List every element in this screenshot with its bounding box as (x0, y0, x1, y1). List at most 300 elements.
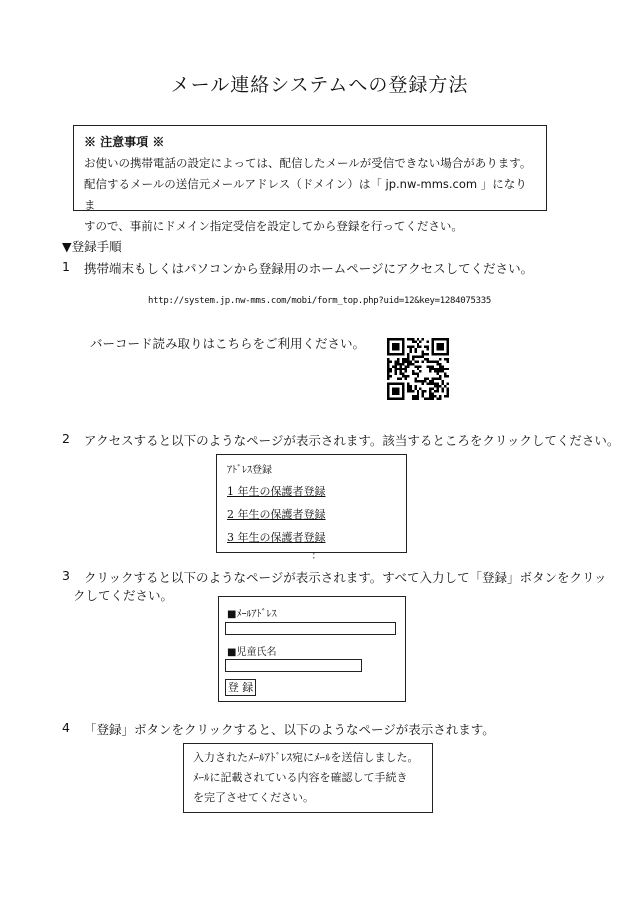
qr-module (427, 345, 429, 347)
address-registration-caption: ｱﾄﾞﾚｽ登録 (227, 465, 272, 476)
child-name-label: ■児童氏名 (227, 647, 277, 658)
qr-module (442, 388, 444, 390)
qr-module (422, 395, 424, 397)
qr-module (424, 353, 426, 355)
qr-module (414, 348, 416, 350)
qr-module (402, 343, 404, 345)
email-label: ■ﾒｰﾙｱﾄﾞﾚｽ (227, 609, 277, 620)
qr-module (417, 343, 419, 345)
qr-module (424, 358, 426, 360)
qr-module (392, 383, 394, 385)
notice-heading: ※ 注意事項 ※ (84, 135, 165, 149)
notice-box (73, 125, 547, 233)
qr-module (392, 398, 394, 400)
qr-module (399, 383, 401, 385)
qr-module (429, 395, 431, 397)
qr-module (414, 365, 416, 367)
qr-module (417, 395, 419, 397)
qr-module (387, 375, 389, 377)
qr-module (409, 360, 411, 362)
qr-module (427, 365, 429, 367)
qr-module (394, 398, 396, 400)
qr-module (404, 360, 406, 362)
qr-module (434, 378, 436, 380)
qr-module (409, 385, 411, 387)
qr-module (402, 340, 404, 342)
qr-module (392, 390, 394, 392)
qr-module (402, 363, 404, 365)
confirmation-line-3: を完了させてください。 (193, 791, 314, 804)
registration-url[interactable]: http://system.jp.nw-mms.com/mobi/form_top.php?uid=12&key=1284075335 (148, 296, 491, 306)
qr-module (407, 385, 409, 387)
qr-module (444, 358, 446, 360)
qr-module (417, 360, 419, 362)
qr-module (447, 383, 449, 385)
qr-module (422, 338, 424, 340)
qr-module (417, 398, 419, 400)
qr-module (442, 348, 444, 350)
qr-module (417, 355, 419, 357)
qr-module (432, 388, 434, 390)
qr-module (432, 345, 434, 347)
qr-module (439, 365, 441, 367)
registration-form-mock-page (218, 596, 406, 702)
qr-module (399, 368, 401, 370)
grade-1-registration-link[interactable]: 1 年生の保護者登録 (227, 485, 326, 498)
qr-module (427, 340, 429, 342)
qr-module (399, 363, 401, 365)
qr-module (407, 375, 409, 377)
qr-module (402, 383, 404, 385)
qr-module (447, 388, 449, 390)
qr-module (439, 345, 441, 347)
register-button[interactable]: 登 録 (225, 679, 256, 696)
qr-module (424, 345, 426, 347)
qr-module (434, 370, 436, 372)
qr-module (442, 345, 444, 347)
qr-module (439, 370, 441, 372)
qr-module (402, 373, 404, 375)
qr-module (442, 380, 444, 382)
grade-2-registration-link[interactable]: 2 年生の保護者登録 (227, 508, 326, 521)
qr-module (412, 345, 414, 347)
qr-module (422, 383, 424, 385)
qr-module (419, 380, 421, 382)
qr-module (447, 390, 449, 392)
qr-module (417, 390, 419, 392)
qr-module (404, 370, 406, 372)
qr-module (412, 395, 414, 397)
qr-module (402, 388, 404, 390)
qr-module (412, 373, 414, 375)
qr-module (397, 363, 399, 365)
qr-module (387, 395, 389, 397)
qr-module (394, 393, 396, 395)
qr-module (407, 353, 409, 355)
qr-module (397, 383, 399, 385)
qr-module (402, 360, 404, 362)
step-3-text-line-1: クリックすると以下のようなページが表示されます。すべて入力して「登録」ボタンをクリッ (84, 570, 607, 585)
notice-line-2-pre: 配信するメールの送信元メールアドレス（ドメイン）は「 (84, 177, 382, 191)
qr-module (409, 345, 411, 347)
qr-module (414, 388, 416, 390)
qr-module (439, 375, 441, 377)
qr-module (442, 368, 444, 370)
qr-module (394, 345, 396, 347)
qr-module (402, 358, 404, 360)
qr-code-image[interactable] (387, 338, 449, 400)
qr-module (394, 388, 396, 390)
page-title: メール連絡システムへの登録方法 (170, 74, 469, 96)
qr-module (387, 383, 389, 385)
qr-module (397, 360, 399, 362)
grade-3-registration-link[interactable]: 3 年生の保護者登録 (227, 531, 326, 544)
step-4-text: 「登録」ボタンをクリックすると、以下のようなページが表示されます。 (84, 722, 495, 737)
qr-module (429, 398, 431, 400)
notice-line-3: すので、事前にドメイン指定受信を設定してから登録を行ってください。 (84, 219, 463, 233)
qr-module (394, 348, 396, 350)
qr-module (412, 390, 414, 392)
qr-module (439, 348, 441, 350)
qr-module (442, 338, 444, 340)
qr-module (434, 338, 436, 340)
qr-module (412, 363, 414, 365)
qr-module (394, 353, 396, 355)
qr-module (407, 345, 409, 347)
qr-module (447, 375, 449, 377)
qr-module (437, 390, 439, 392)
qr-module (397, 390, 399, 392)
qr-module (439, 358, 441, 360)
qr-module (394, 383, 396, 385)
step-2-text: アクセスすると以下のようなページが表示されます。該当するところをクリックしてください。 (84, 433, 620, 448)
qr-module (394, 368, 396, 370)
qr-module (442, 390, 444, 392)
qr-module (399, 398, 401, 400)
qr-module (422, 393, 424, 395)
qr-module (422, 380, 424, 382)
notice-line-1: お使いの携帯電話の設定によっては、配信したメールが受信できない場合があります。 (84, 156, 532, 170)
qr-module (387, 340, 389, 342)
qr-module (437, 338, 439, 340)
qr-module (409, 350, 411, 352)
qr-module (402, 398, 404, 400)
qr-module (447, 343, 449, 345)
qr-module (439, 368, 441, 370)
qr-module (394, 370, 396, 372)
address-registration-mock-page (216, 454, 407, 562)
qr-module (387, 398, 389, 400)
qr-module (437, 368, 439, 370)
qr-module (407, 365, 409, 367)
qr-module (439, 343, 441, 345)
qr-module (434, 395, 436, 397)
qr-module (409, 388, 411, 390)
qr-module (447, 348, 449, 350)
qr-module (429, 360, 431, 362)
qr-module (394, 363, 396, 365)
qr-module (434, 353, 436, 355)
qr-module (447, 368, 449, 370)
qr-module (387, 388, 389, 390)
qr-module (399, 365, 401, 367)
qr-module (387, 350, 389, 352)
qr-module (414, 378, 416, 380)
qr-module (429, 393, 431, 395)
qr-module (422, 353, 424, 355)
qr-module (439, 398, 441, 400)
qr-module (427, 378, 429, 380)
qr-module (402, 390, 404, 392)
qr-module (404, 368, 406, 370)
qr-module (424, 390, 426, 392)
qr-module (437, 345, 439, 347)
qr-module (392, 338, 394, 340)
qr-module (429, 388, 431, 390)
qr-module (429, 370, 431, 372)
qr-module (417, 365, 419, 367)
qr-module (437, 388, 439, 390)
qr-module (432, 360, 434, 362)
qr-caption: バーコード読み取りはこちらをご利用ください。 (90, 336, 366, 351)
qr-module (387, 378, 389, 380)
qr-module (387, 345, 389, 347)
qr-module (432, 380, 434, 382)
qr-module (399, 378, 401, 380)
qr-module (429, 368, 431, 370)
qr-module (392, 393, 394, 395)
qr-module (434, 368, 436, 370)
confirmation-line-2: ﾒｰﾙに記載されている内容を確認して手続き (193, 771, 408, 784)
qr-module (439, 338, 441, 340)
qr-module (399, 373, 401, 375)
qr-module (407, 355, 409, 357)
qr-module (432, 398, 434, 400)
qr-module (387, 368, 389, 370)
qr-module (444, 368, 446, 370)
qr-module (437, 343, 439, 345)
qr-module (432, 353, 434, 355)
qr-module (387, 363, 389, 365)
qr-module (437, 363, 439, 365)
step-1-text: 携帯端末もしくはパソコンから登録用のホームページにアクセスしてください。 (84, 261, 534, 276)
qr-module (387, 393, 389, 395)
step-4-number: 4 (62, 720, 70, 735)
qr-module (394, 343, 396, 345)
qr-module (439, 385, 441, 387)
qr-module (437, 378, 439, 380)
qr-module (402, 385, 404, 387)
qr-module (404, 378, 406, 380)
qr-module (392, 343, 394, 345)
qr-module (412, 340, 414, 342)
qr-module (427, 398, 429, 400)
qr-module (389, 338, 391, 340)
qr-module (434, 383, 436, 385)
qr-module (404, 365, 406, 367)
qr-module (389, 370, 391, 372)
qr-module (392, 345, 394, 347)
qr-module (407, 363, 409, 365)
qr-module (409, 348, 411, 350)
qr-module (407, 360, 409, 362)
more-items-indicator: ： (311, 551, 322, 562)
qr-module (437, 373, 439, 375)
qr-module (389, 353, 391, 355)
qr-module (419, 365, 421, 367)
qr-module (414, 385, 416, 387)
qr-module (397, 343, 399, 345)
qr-module (407, 383, 409, 385)
qr-module (389, 398, 391, 400)
qr-module (397, 398, 399, 400)
qr-module (439, 378, 441, 380)
qr-module (432, 368, 434, 370)
qr-module (394, 360, 396, 362)
step-3-text-line-2: クしてください。 (73, 588, 174, 603)
qr-module (437, 383, 439, 385)
qr-module (444, 338, 446, 340)
qr-module (392, 388, 394, 390)
notice-line-2-post: 」になりま (84, 177, 527, 212)
qr-module (417, 393, 419, 395)
qr-module (447, 353, 449, 355)
qr-module (437, 370, 439, 372)
qr-module (397, 378, 399, 380)
qr-module (389, 375, 391, 377)
qr-module (447, 350, 449, 352)
qr-module (437, 398, 439, 400)
steps-heading: ▼登録手順 (62, 239, 122, 254)
qr-module (419, 345, 421, 347)
qr-module (397, 388, 399, 390)
qr-module (399, 353, 401, 355)
qr-module (387, 358, 389, 360)
qr-module (424, 398, 426, 400)
qr-module (402, 395, 404, 397)
child-name-field[interactable] (225, 659, 362, 672)
qr-module (432, 350, 434, 352)
qr-module (422, 355, 424, 357)
qr-module (447, 393, 449, 395)
qr-module (422, 360, 424, 362)
qr-module (432, 343, 434, 345)
qr-module (387, 370, 389, 372)
qr-module (407, 388, 409, 390)
qr-module (444, 373, 446, 375)
qr-module (387, 365, 389, 367)
qr-module (434, 360, 436, 362)
qr-module (387, 385, 389, 387)
step-2-number: 2 (62, 431, 70, 446)
qr-module (387, 373, 389, 375)
qr-module (439, 395, 441, 397)
qr-module (447, 358, 449, 360)
qr-module (444, 395, 446, 397)
qr-module (402, 368, 404, 370)
qr-module (414, 380, 416, 382)
qr-module (402, 350, 404, 352)
qr-module (399, 370, 401, 372)
qr-module (427, 358, 429, 360)
qr-module (442, 370, 444, 372)
notice-domain: jp.nw-mms.com (385, 177, 478, 191)
qr-module (419, 355, 421, 357)
qr-module (427, 353, 429, 355)
qr-module (399, 338, 401, 340)
qr-module (417, 345, 419, 347)
qr-module (387, 353, 389, 355)
confirmation-line-1: 入力されたﾒｰﾙｱﾄﾞﾚｽ宛にﾒｰﾙを送信しました。 (193, 751, 419, 764)
qr-module (422, 390, 424, 392)
qr-module (412, 398, 414, 400)
qr-module (409, 363, 411, 365)
qr-module (389, 360, 391, 362)
qr-module (432, 393, 434, 395)
qr-module (442, 365, 444, 367)
qr-module (397, 338, 399, 340)
qr-module (392, 348, 394, 350)
qr-module (434, 385, 436, 387)
qr-module (429, 380, 431, 382)
qr-module (387, 343, 389, 345)
qr-module (394, 390, 396, 392)
qr-module (447, 395, 449, 397)
qr-module (387, 390, 389, 392)
qr-module (417, 368, 419, 370)
qr-module (389, 383, 391, 385)
qr-module (432, 348, 434, 350)
qr-module (397, 353, 399, 355)
qr-module (414, 340, 416, 342)
qr-module (409, 338, 411, 340)
qr-module (387, 360, 389, 362)
qr-module (407, 358, 409, 360)
qr-module (414, 360, 416, 362)
qr-module (437, 348, 439, 350)
qr-module (402, 338, 404, 340)
notice-line-2 (84, 174, 536, 216)
qr-module (437, 385, 439, 387)
qr-module (442, 343, 444, 345)
qr-module (402, 353, 404, 355)
qr-module (437, 353, 439, 355)
qr-module (387, 348, 389, 350)
qr-module (414, 355, 416, 357)
email-field[interactable] (225, 622, 396, 635)
qr-module (419, 388, 421, 390)
qr-module (432, 378, 434, 380)
qr-module (389, 368, 391, 370)
qr-module (432, 383, 434, 385)
qr-module (429, 365, 431, 367)
qr-module (424, 378, 426, 380)
qr-module (407, 338, 409, 340)
qr-module (397, 348, 399, 350)
qr-module (397, 345, 399, 347)
qr-module (422, 350, 424, 352)
qr-module (402, 393, 404, 395)
qr-module (414, 373, 416, 375)
qr-module (447, 340, 449, 342)
step-3-number: 3 (62, 568, 70, 583)
qr-module (412, 338, 414, 340)
qr-module (437, 360, 439, 362)
qr-module (419, 340, 421, 342)
qr-module (404, 358, 406, 360)
qr-module (417, 380, 419, 382)
qr-module (432, 338, 434, 340)
